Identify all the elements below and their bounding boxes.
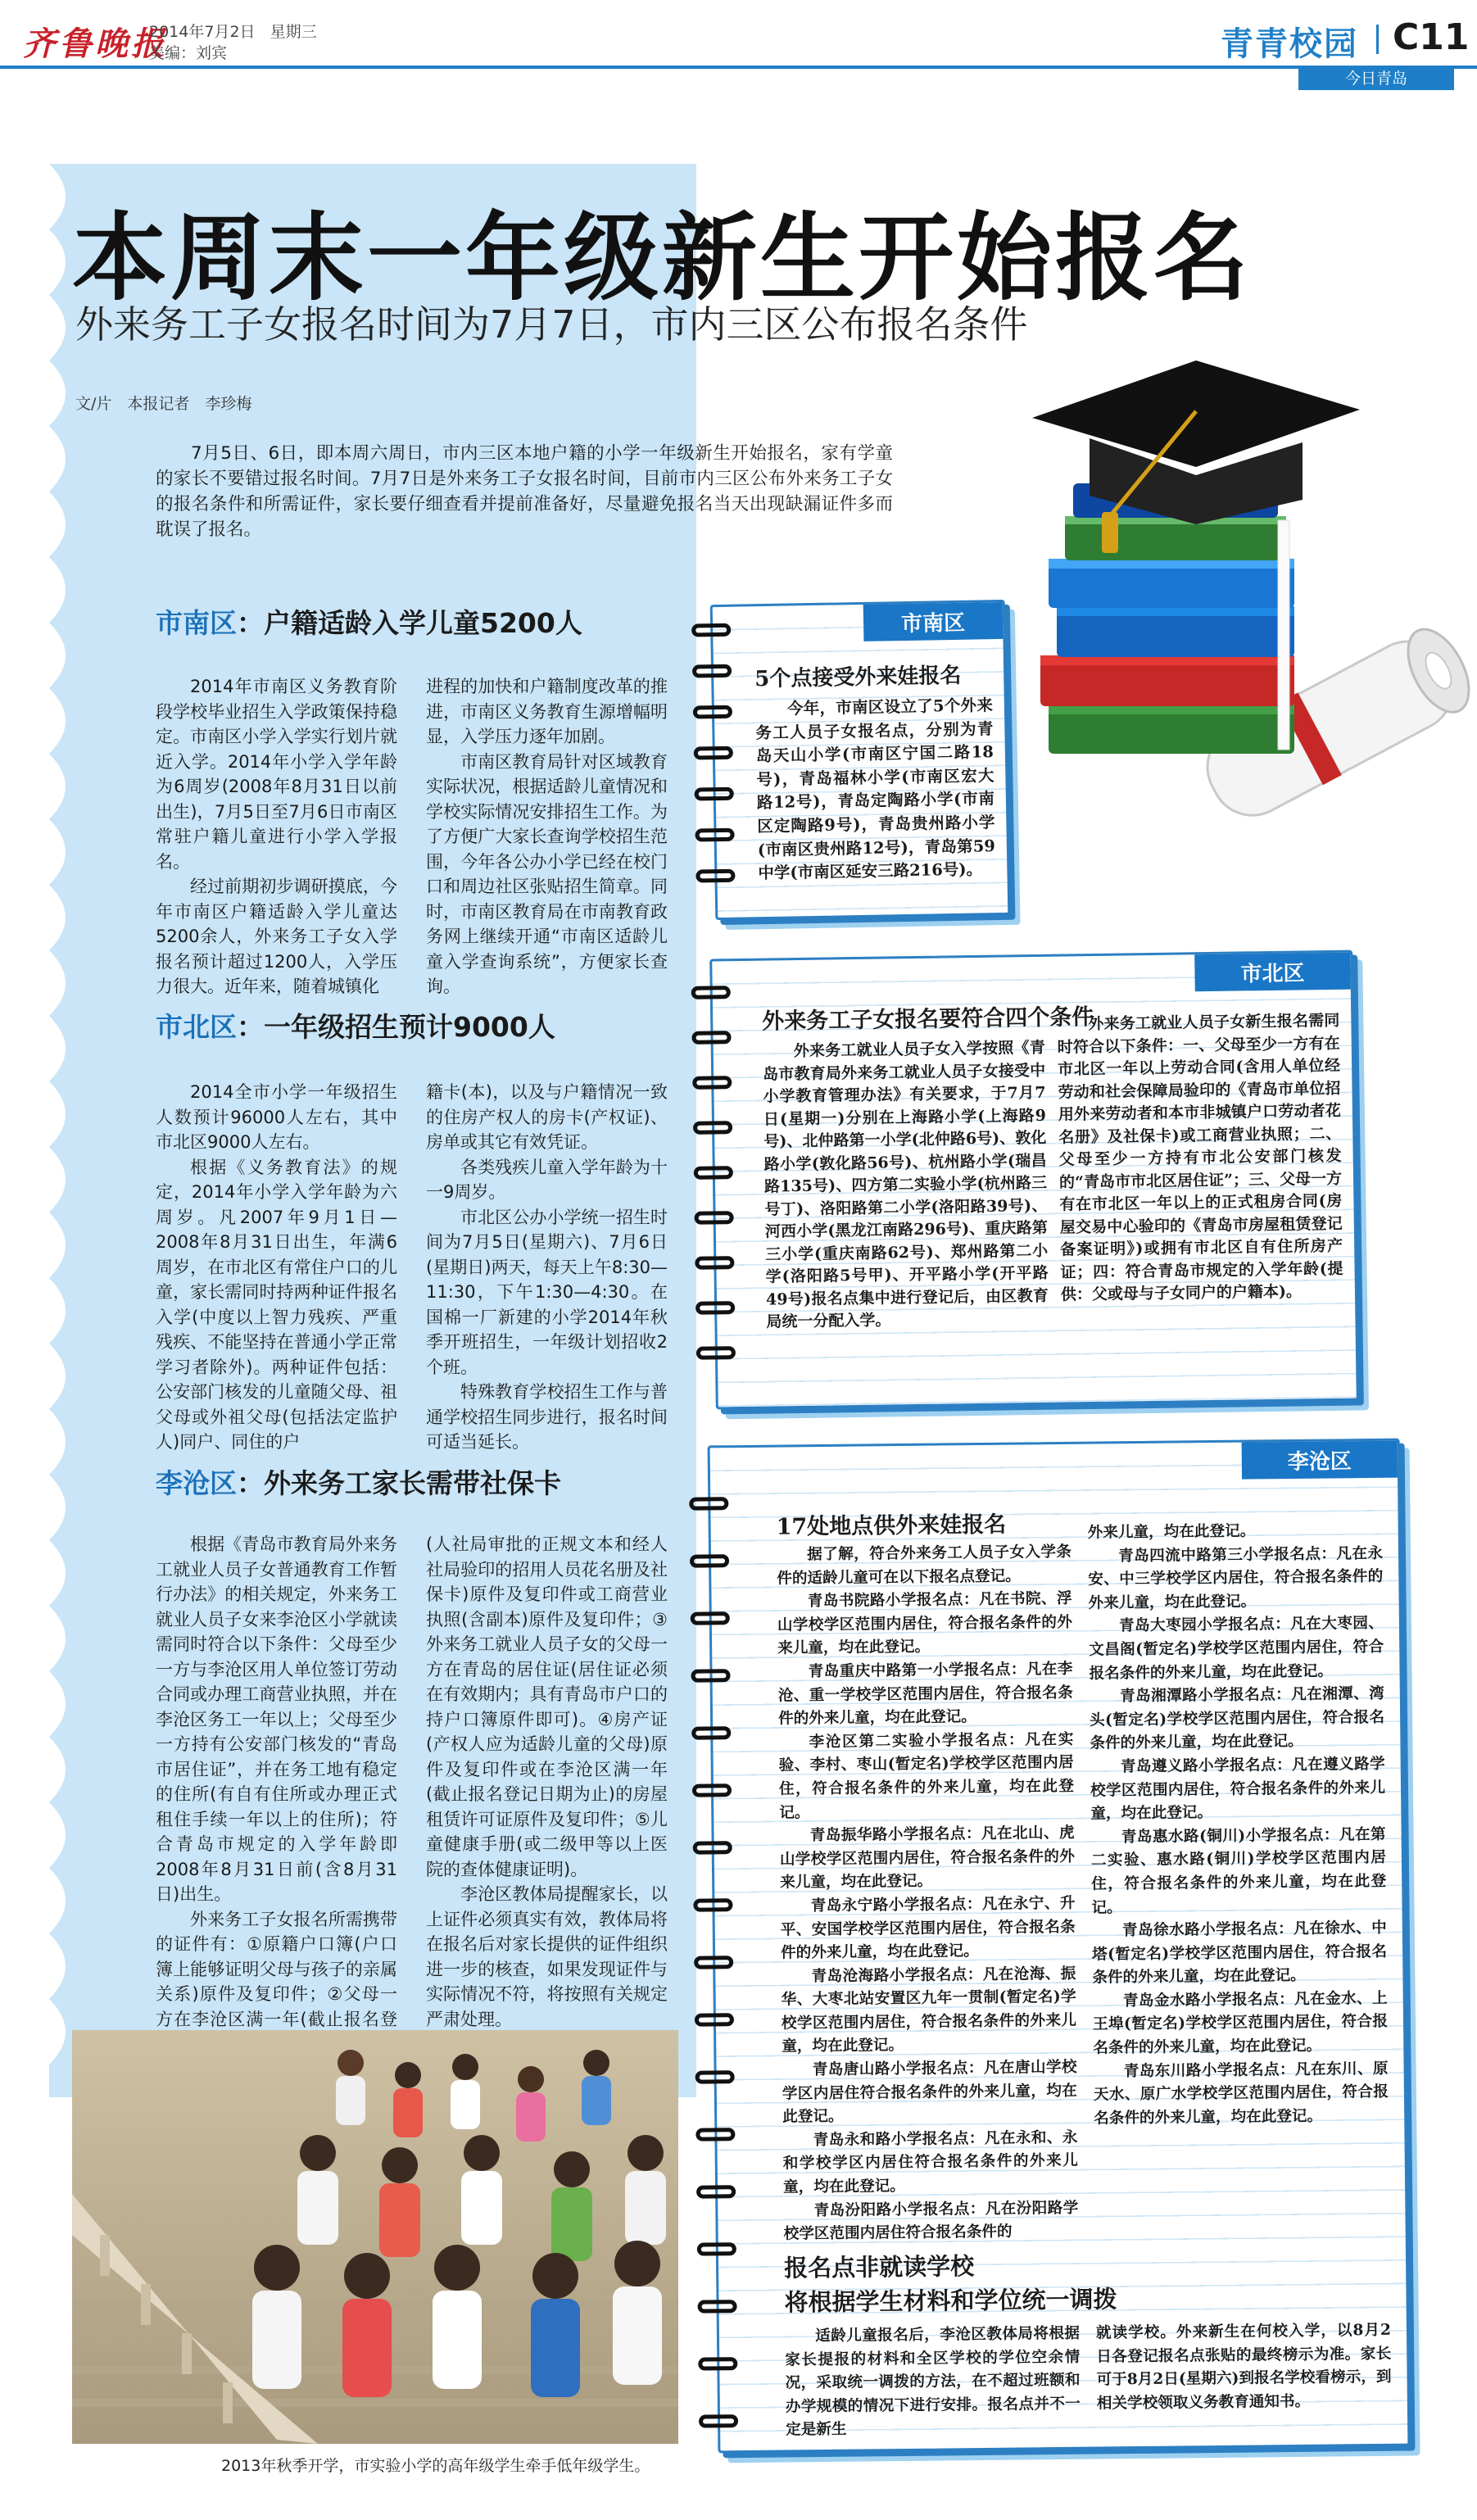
binder-ring xyxy=(689,1497,728,1511)
binder-ring xyxy=(695,787,734,801)
page-header xyxy=(0,0,1477,90)
binder-ring xyxy=(691,1611,730,1625)
binder-ring xyxy=(695,869,735,883)
binder-ring xyxy=(693,1841,732,1855)
binder-ring xyxy=(692,1076,732,1090)
licang-note-subtitle-1: 报名点非就读学校 xyxy=(783,2252,975,2282)
binder-ring xyxy=(692,664,732,678)
issue-date: 2014年7月2日 星期三 xyxy=(149,23,317,41)
binder-ring xyxy=(693,705,732,719)
page-number: C11 xyxy=(1393,16,1470,58)
binder-ring xyxy=(694,1166,733,1180)
shibei-note-col2: 外来务工就业人员子女新生报名需同时符合以下条件：一、父母至少一方有在市北区一年以上劳动合同(含用人单位经劳动和社会保障局验印的《青岛市单位招用外来劳动者和本市非城镇户口劳动者花名册》及社保卡)或工商营业执照；二、父母至少一方持有市北公安部门核发的“青岛市市北区居住证”；三、父母一方有在市北区一年以上的正式租房合同(房屋交易中心验印的《青岛市房屋租赁登记备案证明》)或拥有市北区自有住所房产证；四：符合青岛市规定的入学年龄(提供：父或母与子女同户的户籍本)。 xyxy=(1057,1011,1343,1304)
binder-ring xyxy=(695,828,734,842)
binder-ring xyxy=(692,1783,732,1797)
editor-credit: 美编：刘宾 xyxy=(149,44,228,62)
subsection-tag: 今日青岛 xyxy=(1298,67,1454,90)
wavy-edge xyxy=(0,164,98,2097)
licang-note-sub-col2: 就读学校。外来新生在何校入学，以8月2日各登记报名点张贴的最终榜示为准。家长可于8月2日(星期六)到报名学校看榜示，到相关学校领取义务教育通知书。 xyxy=(1095,2321,1392,2413)
subheadline: 外来务工子女报名时间为7月7日，市内三区公布报名条件 xyxy=(75,302,1028,347)
shibei-note-tag: 市北区 xyxy=(1194,953,1351,992)
shinan-note-tag: 市南区 xyxy=(863,602,1004,641)
shinan-note-card xyxy=(710,600,1011,920)
photo-caption: 2013年秋季开学，市实验小学的高年级学生牵手低年级学生。 xyxy=(221,2457,650,2475)
shibei-note-col1: 外来务工就业人员子女入学按照《青岛市教育局外来务工就业人员子女接受中小学教育管理办法》有关要求，于7月7日(星期一)分别在上海路小学(上海路9号)、北仲路第一小学(北仲路6号)、敦化路小学(敦化路56号)、杭州路小学(瑞昌路135号)、四方第二实验小学(杭州路三号丁)、洛阳路第二小学(洛阳路39号)、河西小学(黑龙江南路296号)、重庆路第三小学(重庆南路62号)、郑州路第二小学(洛阳路5号甲)、开平路小学(开平路49号)报名点集中进行登记后，由区教育局统一分配入学。 xyxy=(763,1038,1049,1331)
binder-ring xyxy=(695,2128,735,2142)
binder-ring xyxy=(693,1898,732,1912)
shinan-note-body: 今年，市南区设立了5个外来务工人员子女报名点，分别为青岛天山小学(市南区宁国二路18号)，青岛福林小学(市南区宏大路12号)，青岛定陶路小学(市南区定陶路9号)，青岛贵州路小学(市南区贵州路12号)，青岛第59中学(市南区延安三路216号)。 xyxy=(755,696,996,883)
header-rule xyxy=(0,66,1477,69)
shibei-note-card xyxy=(709,950,1359,1410)
shinan-heading: 市南区：户籍适龄入学儿童5200人 xyxy=(156,607,582,639)
licang-col2: (人社局审批的正规文本和经人社局验印的招用人员花名册及社保卡)原件及复印件或工商营业执照(含副本)原件及复印件；③外来务工就业人员子女的父母一方在青岛的居住证(居住证必须在有效期内；具有青岛市户口的持户口簿原件即可)。④房产证(产权人应为适龄儿童的父母)原件及复印件或在李沧区满一年(截止报名登记日期为止)的房屋租赁许可证原件及复印件；⑤儿童健康手册(或二级甲等以上医院的查体健康证明)。 李沧区教体局提醒家长，以上证件必须真实有效，教体局将在报名后对家长提供的证件组织进一步的核查，如果发现证件与实际情况不符，将按照有关规定严肃处理。 xyxy=(426,1534,668,2029)
binder-ring xyxy=(695,2070,735,2084)
shinan-note-title: 5个点接受外来娃报名 xyxy=(754,663,962,692)
binder-ring xyxy=(695,1256,734,1270)
section-divider xyxy=(1376,25,1379,54)
binder-ring xyxy=(696,1346,736,1360)
shinan-col2: 进程的加快和户籍制度改革的推进，市南区义务教育生源增幅明显，入学压力逐年加剧。 市南区教育局针对区域教育实际状况，根据适龄儿童情况和学校实际情况安排招生工作。为了方便广大家长查询学校招生范围，今年各公办小学已经在校门口和周边社区张贴招生简章。同时，市南区教育局在市南教育政务网上继续开通“市南区适龄儿童入学查询系统”，方便家长查询。 xyxy=(426,677,668,996)
binder-ring xyxy=(699,2414,738,2428)
licang-note-card xyxy=(708,1439,1411,2454)
licang-heading: 李沧区：外来务工家长需带社保卡 xyxy=(156,1467,561,1499)
licang-col1: 根据《青岛市教育局外来务工就业人员子女普通教育工作暂行办法》的相关规定，外来务工就业人员子女来李沧区小学就读需同时符合以下条件：父母至少一方与李沧区用人单位签订劳动合同或办理工商营业执照，并在李沧区务工一年以上；父母至少一方持有公安部门核发的“青岛市居住证”，并在务工地有稳定的住所(有自有住所或办理正式租住手续一年以上的住所)；符合青岛市规定的入学年龄即2008年8月31日前(含8月31日)出生。 外来务工子女报名所需携带的证件有：①原籍户口簿(户口簿上能够证明父母与孩子的亲属关系)原件及复印件；②父母一方在李沧区满一年(截止报名登 xyxy=(156,1534,397,2029)
paper-logo: 齐鲁晚报 xyxy=(23,25,167,63)
licang-note-col2: 外来儿童，均在此登记。 青岛四流中路第三小学报名点：凡在永安、中三学校学区内居住，符合报名条件的外来儿童，均在此登记。 青岛大枣园小学报名点：凡在大枣园、文昌阁(暂定名)学校学区范围内居住，符合报名条件的外来儿童，均在此登记。 青岛湘潭路小学报名点：凡在湘潭、湾头(暂定名)学校学区范围内居住，符合报名条件的外来儿童，均在此登记。 青岛遵义路小学报名点：凡在遵义路学校学区范围内居住，符合报名条件的外来儿童，均在此登记。 青岛惠水路(铜川)小学报名点：凡在第二实验、惠水路(铜川)学校学区范围内居住，符合报名条件的外来儿童，均在此登记。 青岛徐水路小学报名点：凡在徐水、中塔(暂定名)学校学区范围内居住，符合报名条件的外来儿童，均在此登记。 青岛金水路小学报名点：凡在金水、上王埠(暂定名)学校学区范围内居住，符合报名条件的外来儿童，均在此登记。 青岛东川路小学报名点：凡在东川、原天水、原广水学校学区范围内居住，符合报名条件的外来儿童，均在此登记。 xyxy=(1087,1522,1389,2128)
shibei-col2: 籍卡(本)，以及与户籍情况一致的住房产权人的房卡(产权证)、房单或其它有效凭证。 各类残疾儿童入学年龄为十一9周岁。 市北区公办小学统一招生时间为7月5日(星期六)、7月6日(星期日)两天，每天上午8:30—11:30，下午1:30—4:30。在国棉一厂新建的小学2014年秋季开班招生，一年级计划招收2个班。 特殊教育学校招生工作与普通学校招生同步进行，报名时间可适当延长。 xyxy=(426,1082,668,1452)
binder-ring xyxy=(693,1121,732,1135)
binder-ring xyxy=(694,746,733,760)
binder-ring xyxy=(691,986,731,999)
binder-ring xyxy=(691,1669,730,1683)
licang-note-title: 17处地点供外来娃报名 xyxy=(776,1512,1007,1540)
binder-ring xyxy=(691,1726,731,1740)
byline: 文/片 本报记者 李珍梅 xyxy=(75,395,252,413)
shibei-col1: 2014全市小学一年级招生人数预计96000人左右，其中市北区9000人左右。 根据《义务教育法》的规定，2014年小学入学年龄为六周岁。凡2007年9月1日—2008年8月31日出生，年满6周岁，在市北区有常住户口的儿童，家长需同时持两种证件报名入学(中度以上智力残疾、严重残疾、不能坚持在普通小学正常学习者除外)。两种证件包括：公安部门核发的儿童随父母、祖父母或外祖父母(包括法定监护人)同户、同住的户 xyxy=(156,1082,397,1452)
licang-note-subtitle-2: 将根据学生材料和学位统一调拨 xyxy=(784,2285,1117,2317)
binder-ring xyxy=(691,1031,731,1045)
binder-ring xyxy=(694,1956,733,1969)
lead-paragraph: 7月5日、6日，即本周六周日，市内三区本地户籍的小学一年级新生开始报名，家有学童的家长不要错过报名时间。7月7日是外来务工子女报名时间，目前市内三区公布外来务工子女的报名条件和所需证件，家长要仔细查看并提前准备好，尽量避免报名当天出现缺漏证件多而耽误了报名。 xyxy=(156,443,893,540)
binder-ring xyxy=(695,1211,734,1225)
headline: 本周末一年级新生开始报名 xyxy=(72,203,1252,314)
shibei-heading: 市北区：一年级招生预计9000人 xyxy=(156,1011,555,1043)
binder-ring xyxy=(698,2300,737,2314)
binder-ring xyxy=(695,2013,734,2027)
binder-ring xyxy=(698,2357,737,2371)
binder-ring xyxy=(696,2185,736,2199)
licang-note-tag: 李沧区 xyxy=(1242,1441,1398,1480)
binder-ring xyxy=(695,1301,735,1315)
licang-note-sub-col1: 适龄儿童报名后，李沧区教体局将根据家长提报的材料和全区学校的学位空余情况，采取统一调拨的方法，在不超过班额和办学规模的情况下进行安排。报名点并不一定是新生 xyxy=(785,2324,1081,2439)
graduation-cap-books-illustration xyxy=(950,360,1475,868)
section-name: 青青校园 xyxy=(1221,25,1358,63)
binder-ring xyxy=(697,2242,736,2256)
binder-ring xyxy=(690,1554,729,1568)
binder-ring xyxy=(691,623,731,637)
licang-note-col1: 据了解，符合外来务工人员子女入学条件的适龄儿童可在以下报名点登记。 青岛书院路小学报名点：凡在书院、浮山学校学区范围内居住，符合报名条件的外来儿童，均在此登记。 青岛重庆中路第一小学报名点：凡在李沧、重一学校学区范围内居住，符合报名条件的外来儿童，均在此登记。 李沧区第二实验小学报名点：凡在实验、李村、枣山(暂定名)学校学区范围内居住，符合报名条件的外来儿童，均在此登记。 青岛振华路小学报名点：凡在北山、虎山学校学区范围内居住，符合报名条件的外来儿童，均在此登记。 青岛永宁路小学报名点：凡在永宁、升平、安国学校学区范围内居住，符合报名条件的外来儿童，均在此登记。 青岛沧海路小学报名点：凡在沧海、振华、大枣北站安置区九年一贯制(暂定名)学校学区范围内居住，符合报名条件的外来儿童，均在此登记。 青岛唐山路小学报名点：凡在唐山学校学区内居住符合报名条件的外来儿童，均在此登记。 青岛永和路小学报名点：凡在永和、永和学校学区内居住符合报名条件的外来儿童，均在此登记。 青岛汾阳路小学报名点：凡在汾阳路学校学区范围内居住符合报名条件的 xyxy=(777,1543,1079,2243)
shibei-note-title: 外来务工子女报名要符合四个条件 xyxy=(762,1004,1094,1035)
shinan-col1: 2014年市南区义务教育阶段学校毕业招生入学政策保持稳定。市南区小学入学实行划片就近入学。2014年小学入学年龄为6周岁(2008年8月31日以前出生)，7月5日至7月6日市南区常驻户籍儿童进行小学入学报名。 经过前期初步调研摸底，今年市南区户籍适龄入学儿童达5200余人，外来务工子女入学报名预计超过1200人，入学压力很大。近年来，随着城镇化 xyxy=(156,677,397,996)
students-stairs-photo xyxy=(72,2030,678,2444)
